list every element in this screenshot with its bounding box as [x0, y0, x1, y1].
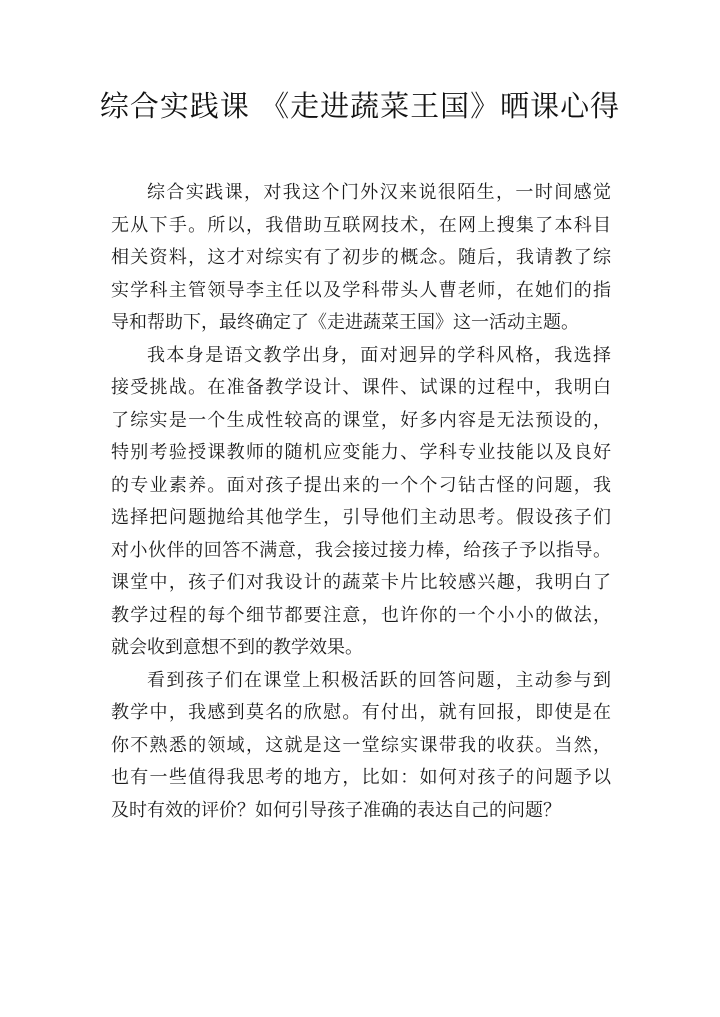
- text-line: 你不熟悉的领域，这就是这一堂综实课带我的收获。当然，: [111, 734, 611, 756]
- text-line: 导和帮助下，最终确定了《走进蔬菜王国》这一活动主题。: [111, 312, 579, 333]
- text-line: 相关资料，这才对综实有了初步的概念。随后，我请教了综: [111, 247, 611, 268]
- text-line: 特别考验授课教师的随机应变能力、学科专业技能以及良好: [111, 442, 611, 463]
- text-line: 教学过程的每个细节都要注意，也许你的一个小小的做法，: [111, 604, 611, 626]
- text-line: 实学科主管领导李主任以及学科带头人曹老师，在她们的指: [111, 279, 611, 301]
- document-body: [111, 177, 611, 827]
- paragraph-2: [111, 340, 611, 665]
- text-line: 也有一些值得我思考的地方，比如：如何对孩子的问题予以: [111, 767, 611, 788]
- text-line: 无从下手。所以，我借助互联网技术，在网上搜集了本科目: [111, 214, 611, 236]
- text-line: 教学中，我感到莫名的欣慰。有付出，就有回报，即使是在: [111, 702, 611, 723]
- text-line: 课堂中，孩子们对我设计的蔬菜卡片比较感兴趣，我明白了: [111, 572, 611, 593]
- text-line: 就会收到意想不到的教学效果。: [111, 637, 363, 658]
- text-line: 接受挑战。在准备教学设计、课件、试课的过程中，我明白: [111, 377, 611, 398]
- text-line: 了综实是一个生成性较高的课堂，好多内容是无法预设的，: [111, 409, 611, 431]
- document-title: 综合实践课 《走进蔬菜王国》晒课心得: [99, 89, 621, 123]
- text-line: 看到孩子们在课堂上积极活跃的回答问题，主动参与到: [147, 669, 611, 691]
- text-line: 对小伙伴的回答不满意，我会接过接力棒，给孩子予以指导。: [111, 539, 611, 561]
- text-line: 我本身是语文教学出身，面对迥异的学科风格，我选择: [147, 344, 611, 366]
- text-line: 选择把问题抛给其他学生，引导他们主动思考。假设孩子们: [111, 507, 611, 528]
- paragraph-1: [111, 177, 611, 340]
- paragraph-3: [111, 665, 611, 828]
- text-line: 的专业素养。面对孩子提出来的一个个刁钻古怪的问题，我: [111, 474, 611, 496]
- text-line: 综合实践课，对我这个门外汉来说很陌生，一时间感觉: [147, 182, 611, 203]
- text-line: 及时有效的评价？如何引导孩子准确的表达自己的问题？: [111, 799, 561, 821]
